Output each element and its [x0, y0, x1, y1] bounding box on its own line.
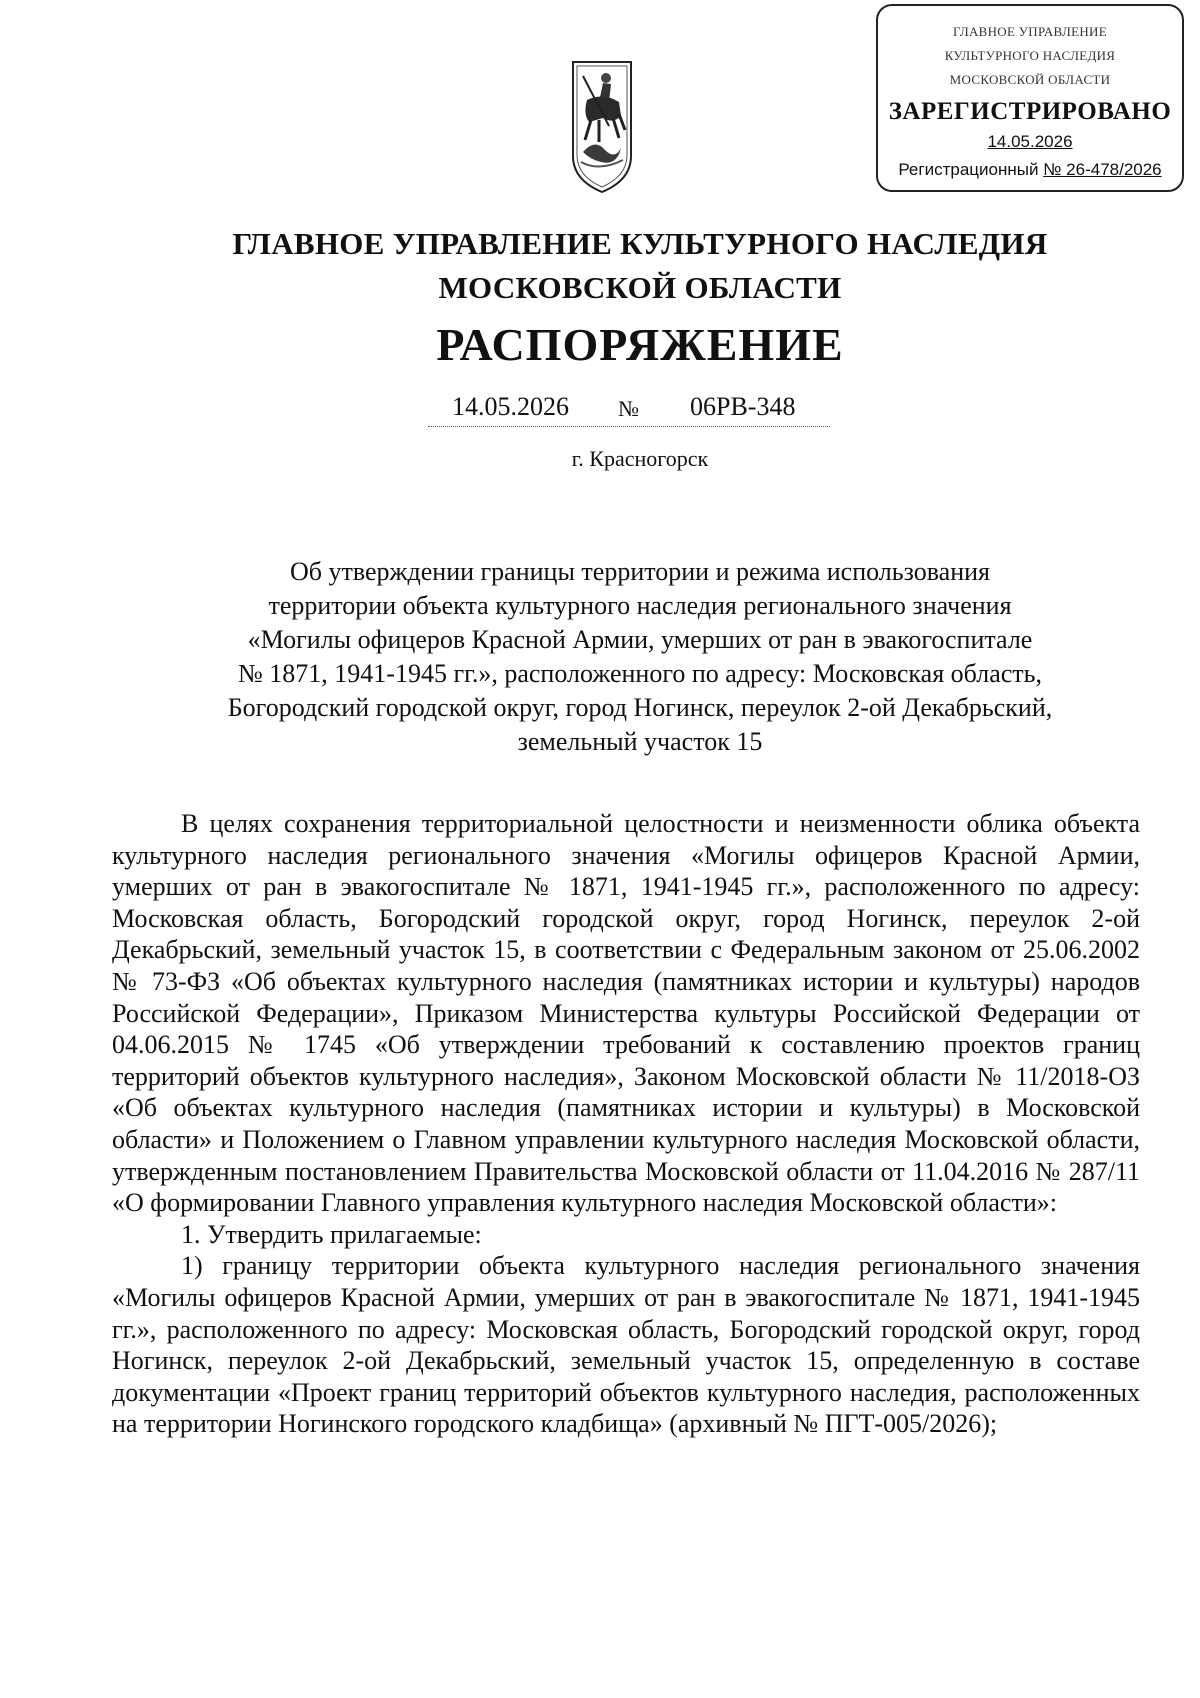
- subject-line: «Могилы офицеров Красной Армии, умерших от ран в эвакогоспитале: [247, 625, 1033, 654]
- document-body: [112, 808, 1140, 1440]
- stamp-date: 14.05.2026: [987, 132, 1073, 151]
- subject-line: земельный участок 15: [517, 727, 763, 756]
- organization-title-line: МОСКОВСКОЙ ОБЛАСТИ: [438, 270, 842, 305]
- stamp-org-line: МОСКОВСКОЙ ОБЛАСТИ: [949, 72, 1111, 87]
- body-paragraph: 1. Утвердить прилагаемые:: [181, 1219, 482, 1249]
- coat-of-arms-icon: [569, 56, 635, 196]
- coat-of-arms-emblem: [569, 56, 635, 196]
- date-underline: [428, 426, 830, 427]
- stamp-registration-number: [878, 160, 1182, 180]
- stamp-status: ЗАРЕГИСТРИРОВАНО: [888, 98, 1172, 125]
- stamp-org-line: ГЛАВНОЕ УПРАВЛЕНИЕ: [953, 24, 1107, 39]
- document-date: 14.05.2026: [452, 392, 569, 421]
- document-type: РАСПОРЯЖЕНИЕ: [436, 319, 844, 370]
- stamp-org-line: КУЛЬТУРНОГО НАСЛЕДИЯ: [944, 48, 1116, 63]
- body-paragraph: 1) границу территории объекта культурного наследия регионального значения «Могилы офицеров Красной Армии, умерших от ран в эвакогоспитале № 1871, 1941-1945 гг.», расположенного по адресу: Московская область, Богородский городской округ, город Ногинск, переулок 2-ой Декабрьский, земельный участок 15, определенную в составе документации «Проект границ территорий объектов культурного наследия, расположенных на территории Ногинского городского кладбища» (архивный № ПГТ-005/2026);: [112, 1251, 1140, 1439]
- body-paragraph: В целях сохранения территориальной целостности и неизменности облика объекта культурного наследия регионального значения «Могилы офицеров Красной Армии, умерших от ран в эвакогоспитале № 1871, 1941-1945 гг.», расположенного по адресу: Московская область, Богородский городской округ, город Ногинск, переулок 2-ой Декабрьский, земельный участок 15, в соответствии с Федеральным законом от 25.06.2002 № 73-ФЗ «Об объектах культурного наследия (памятниках истории и культуры) народов Российской Федерации», Приказом Министерства культуры Российской Федерации от 04.06.2015 № 1745 «Об утверждении требований к составлению проектов границ территорий объектов культурного наследия», Законом Московской области № 11/2018-ОЗ «Об объектах культурного наследия (памятниках истории и культуры) в Московской области» и Положением о Главном управлении культурного наследия Московской области, утвержденным постановлением Правительства Московской области от 11.04.2016 № 287/11 «О формировании Главного управления культурного наследия Московской области»:: [112, 809, 1140, 1218]
- document-number: 06РВ-348: [690, 392, 796, 421]
- subject-line: Богородский городской округ, город Ногинск, переулок 2-ой Декабрьский,: [227, 693, 1053, 722]
- registration-stamp: [876, 4, 1184, 192]
- subject-line: № 1871, 1941-1945 гг.», расположенного по адресу: Московская область,: [237, 659, 1043, 688]
- stamp-number-label: Регистрационный: [898, 160, 1039, 179]
- document-city: г. Красногорск: [571, 446, 709, 471]
- organization-title: [0, 222, 1200, 310]
- subject-line: территории объекта культурного наследия регионального значения: [268, 591, 1012, 620]
- number-sign: №: [618, 396, 639, 421]
- subject-line: Об утверждении границы территории и режима использования: [290, 557, 990, 586]
- document-subject: [140, 555, 1140, 759]
- stamp-number-value: № 26-478/2026: [1043, 160, 1162, 179]
- organization-title-line: ГЛАВНОЕ УПРАВЛЕНИЕ КУЛЬТУРНОГО НАСЛЕДИЯ: [232, 226, 1048, 261]
